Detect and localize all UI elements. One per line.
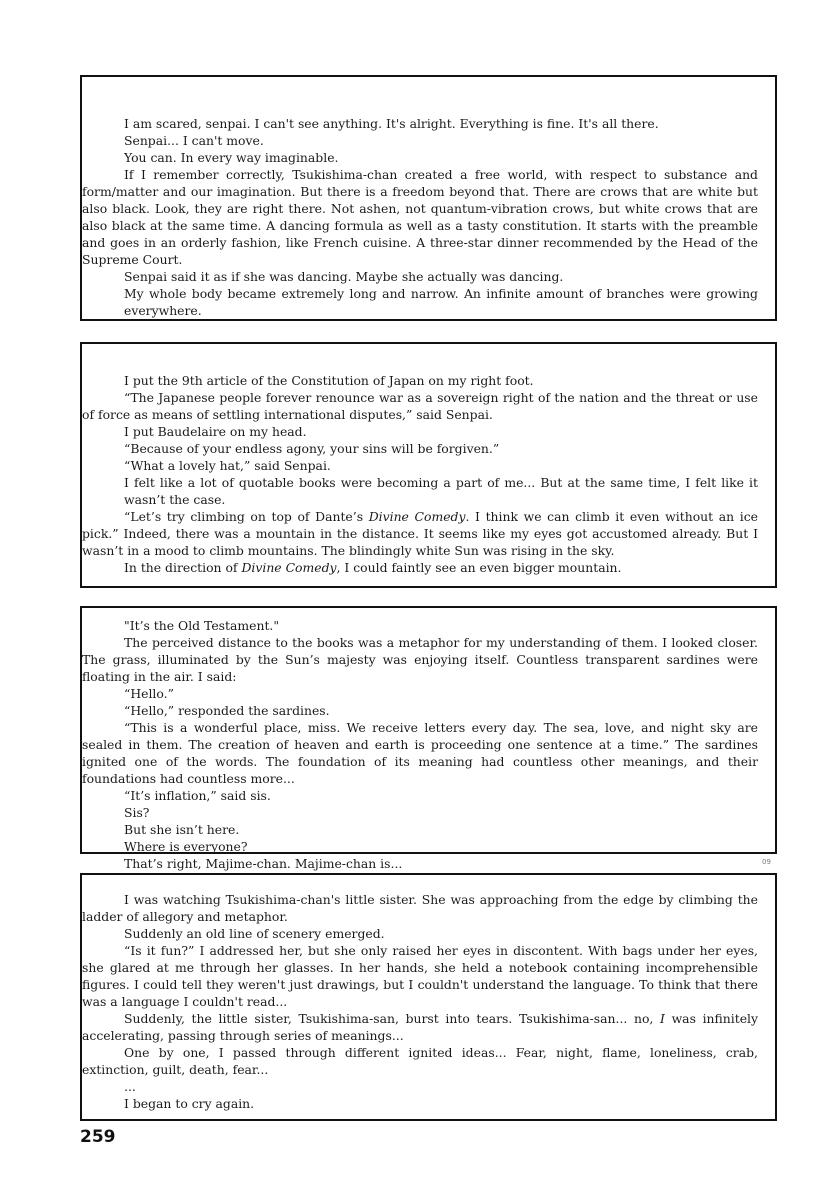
paragraph: I began to cry again. (124, 1096, 255, 1111)
paragraph: I felt like a lot of quotable books were becoming a part of me... But at the same time, I felt like it wasn’t the case. (124, 475, 758, 507)
paragraph: “Hello.” (124, 686, 174, 701)
paragraph: “Hello,” responded the sardines. (124, 703, 330, 718)
paragraph: I was watching Tsukishima-chan's little sister. She was approaching from the edge by climbing the ladder of allegory and metaphor. (82, 892, 758, 924)
paragraph: That’s right, Majime-chan. Majime-chan is... (124, 856, 403, 871)
page-marker: 09 (762, 858, 771, 866)
paragraph: Sis? (124, 805, 150, 820)
paragraph: My whole body became extremely long and narrow. An infinite amount of branches were growing everywhere. (124, 286, 758, 318)
paragraph: In the direction of Divine Comedy, I could faintly see an even bigger mountain. (124, 560, 622, 575)
paragraph: Senpai said it as if she was dancing. Maybe she actually was dancing. (124, 269, 564, 284)
paragraph: “Because of your endless agony, your sins will be forgiven.” (124, 441, 500, 456)
paragraph: You can. In every way imaginable. (124, 150, 339, 165)
paragraph: I am scared, senpai. I can't see anything. It's alright. Everything is fine. It's all there. (124, 116, 659, 131)
paragraph: The perceived distance to the books was a metaphor for my understanding of them. I looked closer. The grass, illuminated by the Sun’s majesty was enjoying itself. Countless transparent sardines were floating in the air. I said: (82, 635, 758, 684)
paragraph: Where is everyone? (124, 839, 248, 854)
paragraph: One by one, I passed through different ignited ideas... Fear, night, flame, loneliness, crab, extinction, guilt, death, fear... (82, 1045, 758, 1077)
book-title: Divine Comedy (241, 560, 337, 575)
paragraph: “It’s inflation,” said sis. (124, 788, 271, 803)
paragraph: I put the 9th article of the Constitution of Japan on my right foot. (124, 373, 534, 388)
paragraph: “What a lovely hat,” said Senpai. (124, 458, 331, 473)
paragraph: Suddenly an old line of scenery emerged. (124, 926, 385, 941)
paragraph: ... (124, 1079, 136, 1094)
paragraph: "It’s the Old Testament." (124, 618, 280, 633)
book-title: Divine Comedy (368, 509, 466, 524)
text-panel-2 (80, 342, 777, 588)
emphasis: I (660, 1011, 665, 1026)
paragraph: “Is it fun?” I addressed her, but she only raised her eyes in discontent. With bags under her eyes, she glared at me through her glasses. In her hands, she held a notebook containing incomprehensible figures. I could tell they weren't just drawings, but I couldn't understand the language. To think that there was a language I couldn't read... (82, 943, 758, 1009)
paragraph: Senpai... I can't move. (124, 133, 264, 148)
paragraph: I put Baudelaire on my head. (124, 424, 307, 439)
text-panel-1 (80, 75, 777, 321)
paragraph: “Let’s try climbing on top of Dante’s Divine Comedy. I think we can climb it even without an ice pick.” Indeed, there was a mountain in the distance. It seems like my eyes got accustomed already. But I wasn’t in a mood to climb mountains. The blindingly white Sun was rising in the sky. (82, 509, 758, 558)
paragraph: If I remember correctly, Tsukishima-chan created a free world, with respect to substance and form/matter and our imagination. But there is a freedom beyond that. There are crows that are white but also black. Look, they are right there. Not ashen, not quantum-vibration crows, but white crows that are also black at the same time. A dancing formula as well as a tasty constitution. It starts with the preamble and goes in an orderly fashion, like French cuisine. A three-star dinner recommended by the Head of the Supreme Court. (82, 167, 758, 267)
text-panel-4 (80, 873, 777, 1121)
paragraph: Suddenly, the little sister, Tsukishima-san, burst into tears. Tsukishima-san... no, I was infinitely accelerating, passing through series of meanings... (82, 1011, 758, 1043)
page-number: 259 (80, 1127, 116, 1147)
paragraph: But she isn’t here. (124, 822, 240, 837)
paragraph: “This is a wonderful place, miss. We receive letters every day. The sea, love, and night sky are sealed in them. The creation of heaven and earth is proceeding one sentence at a time.” The sardines ignited one of the words. The foundation of its meaning had countless other meanings, and their foundations had countless more... (82, 720, 758, 786)
paragraph: “The Japanese people forever renounce war as a sovereign right of the nation and the threat or use of force as means of settling international disputes,” said Senpai. (82, 390, 758, 422)
